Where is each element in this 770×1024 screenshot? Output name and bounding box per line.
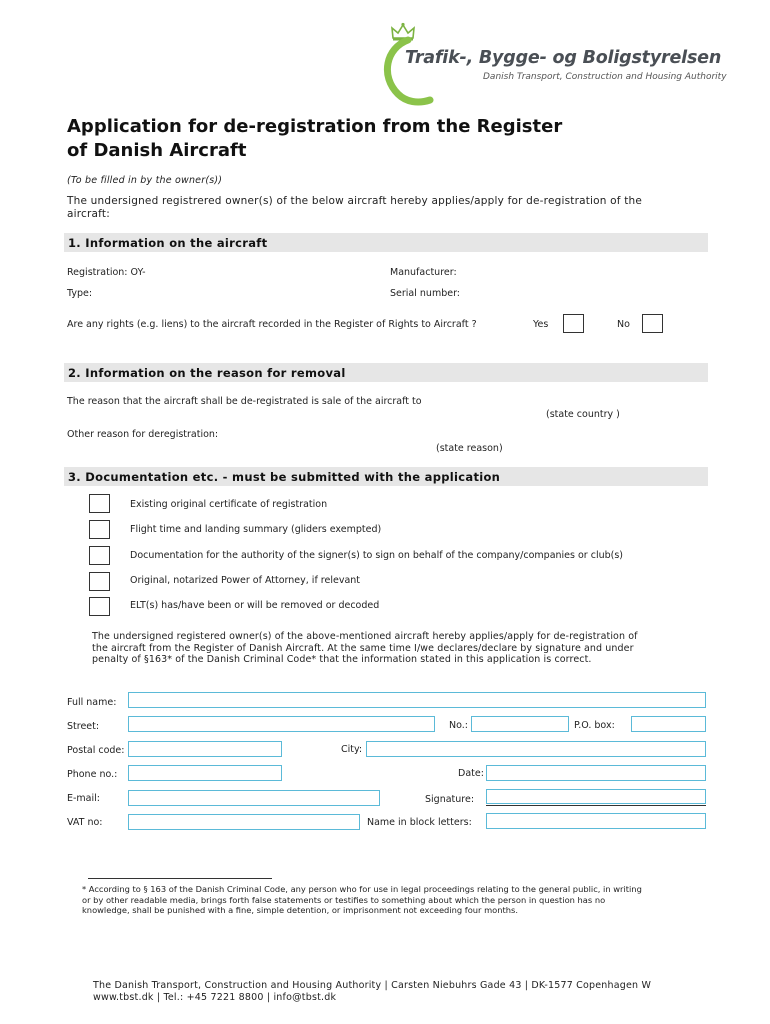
agency-name: Trafik-, Bygge- og Boligstyrelsen (405, 48, 722, 68)
date-label: Date: (458, 768, 484, 779)
doc-item-registration-certificate: Existing original certificate of registration (130, 499, 328, 510)
title-line-1: Application for de-registration from the Register (67, 116, 563, 137)
date-field[interactable] (486, 765, 706, 781)
rights-question: Are any rights (e.g. liens) to the aircraft recorded in the Register of Rights to Aircraft ? (67, 319, 477, 330)
sale-reason-text: The reason that the aircraft shall be de-registrated is sale of the aircraft to (67, 396, 422, 407)
other-reason-label: Other reason for deregistration: (67, 429, 219, 440)
address-line-1: The Danish Transport, Construction and Housing Authority | Carsten Niebuhrs Gade 43 | DK-1577 Copenhagen W (93, 980, 652, 991)
section-2-header: 2. Information on the reason for removal (64, 363, 708, 382)
full-name-label: Full name: (67, 697, 117, 708)
signature-label: Signature: (425, 794, 475, 805)
address-line-2: www.tbst.dk | Tel.: +45 7221 8800 | info@tbst.dk (93, 992, 337, 1003)
footnote-line-1: * According to § 163 of the Danish Criminal Code, any person who for use in legal proceedings relating to the general public, in writing (82, 884, 642, 894)
signature-line (486, 805, 706, 806)
block-letters-field[interactable] (486, 813, 706, 829)
intro-line-1: The undersigned registrered owner(s) of the below aircraft hereby applies/apply for de-registration of the (67, 195, 643, 207)
section-1-header: 1. Information on the aircraft (64, 233, 708, 252)
declaration-text (92, 631, 712, 666)
registration-label: Registration: OY- (67, 267, 146, 278)
rights-yes-checkbox[interactable] (563, 314, 584, 333)
agency-logo (372, 22, 732, 102)
yes-label: Yes (533, 319, 549, 330)
no-label: No (617, 319, 630, 330)
postal-code-field[interactable] (128, 741, 282, 757)
doc-item-flight-time: Flight time and landing summary (gliders exempted) (130, 524, 382, 535)
manufacturer-label: Manufacturer: (390, 267, 457, 278)
signature-field[interactable] (486, 789, 706, 804)
vat-label: VAT no: (67, 817, 103, 828)
po-box-label: P.O. box: (574, 720, 615, 731)
intro-text (67, 195, 642, 221)
house-number-field[interactable] (471, 716, 569, 732)
page-title (67, 115, 707, 163)
state-country-hint: (state country ) (546, 409, 620, 420)
serial-number-label: Serial number: (390, 288, 461, 299)
postal-code-label: Postal code: (67, 745, 125, 756)
full-name-field[interactable] (128, 692, 706, 708)
state-reason-hint: (state reason) (436, 443, 503, 454)
footnote-divider (88, 878, 272, 879)
email-field[interactable] (128, 790, 380, 806)
doc-checkbox-flight-time[interactable] (89, 520, 110, 539)
intro-line-2: aircraft: (67, 208, 110, 220)
logo-arc-icon (378, 36, 438, 106)
phone-label: Phone no.: (67, 769, 118, 780)
rights-no-checkbox[interactable] (642, 314, 663, 333)
title-line-2: of Danish Aircraft (67, 140, 247, 161)
street-label: Street: (67, 721, 100, 732)
footnote-line-3: knowledge, shall be punished with a fine, simple detention, or imprisonment not exceeding four months. (82, 905, 518, 915)
doc-checkbox-power-of-attorney[interactable] (89, 572, 110, 591)
block-letters-label: Name in block letters: (367, 817, 472, 828)
doc-checkbox-elt[interactable] (89, 597, 110, 616)
vat-field[interactable] (128, 814, 360, 830)
street-field[interactable] (128, 716, 435, 732)
doc-item-power-of-attorney: Original, notarized Power of Attorney, if relevant (130, 575, 361, 586)
agency-subtitle: Danish Transport, Construction and Housing Authority (483, 72, 727, 82)
house-number-label: No.: (449, 720, 468, 731)
city-field[interactable] (366, 741, 706, 757)
type-label: Type: (67, 288, 93, 299)
doc-item-elt: ELT(s) has/have been or will be removed or decoded (130, 600, 380, 611)
declaration-line-3: penalty of §163* of the Danish Criminal Code* that the information stated in this application is correct. (92, 654, 592, 665)
doc-checkbox-registration-certificate[interactable] (89, 494, 110, 513)
agency-address (93, 980, 713, 1004)
declaration-line-1: The undersigned registered owner(s) of the above-mentioned aircraft hereby applies/apply for de-registration of (92, 631, 638, 642)
footnote (82, 884, 712, 916)
doc-checkbox-signer-authority[interactable] (89, 546, 110, 565)
footnote-line-2: or by other readable media, brings forth false statements or testifies to something about which the person in question has no (82, 894, 606, 905)
city-label: City: (341, 744, 363, 755)
filled-by-note: (To be filled in by the owner(s)) (67, 175, 223, 186)
declaration-line-2: the aircraft from the Register of Danish Aircraft. At the same time I/we declares/declare by signature and under (92, 642, 634, 654)
po-box-field[interactable] (631, 716, 706, 732)
email-label: E-mail: (67, 793, 100, 804)
section-3-header: 3. Documentation etc. - must be submitted with the application (64, 467, 708, 486)
doc-item-signer-authority: Documentation for the authority of the signer(s) to sign on behalf of the company/companies or club(s) (130, 550, 624, 561)
phone-field[interactable] (128, 765, 282, 781)
